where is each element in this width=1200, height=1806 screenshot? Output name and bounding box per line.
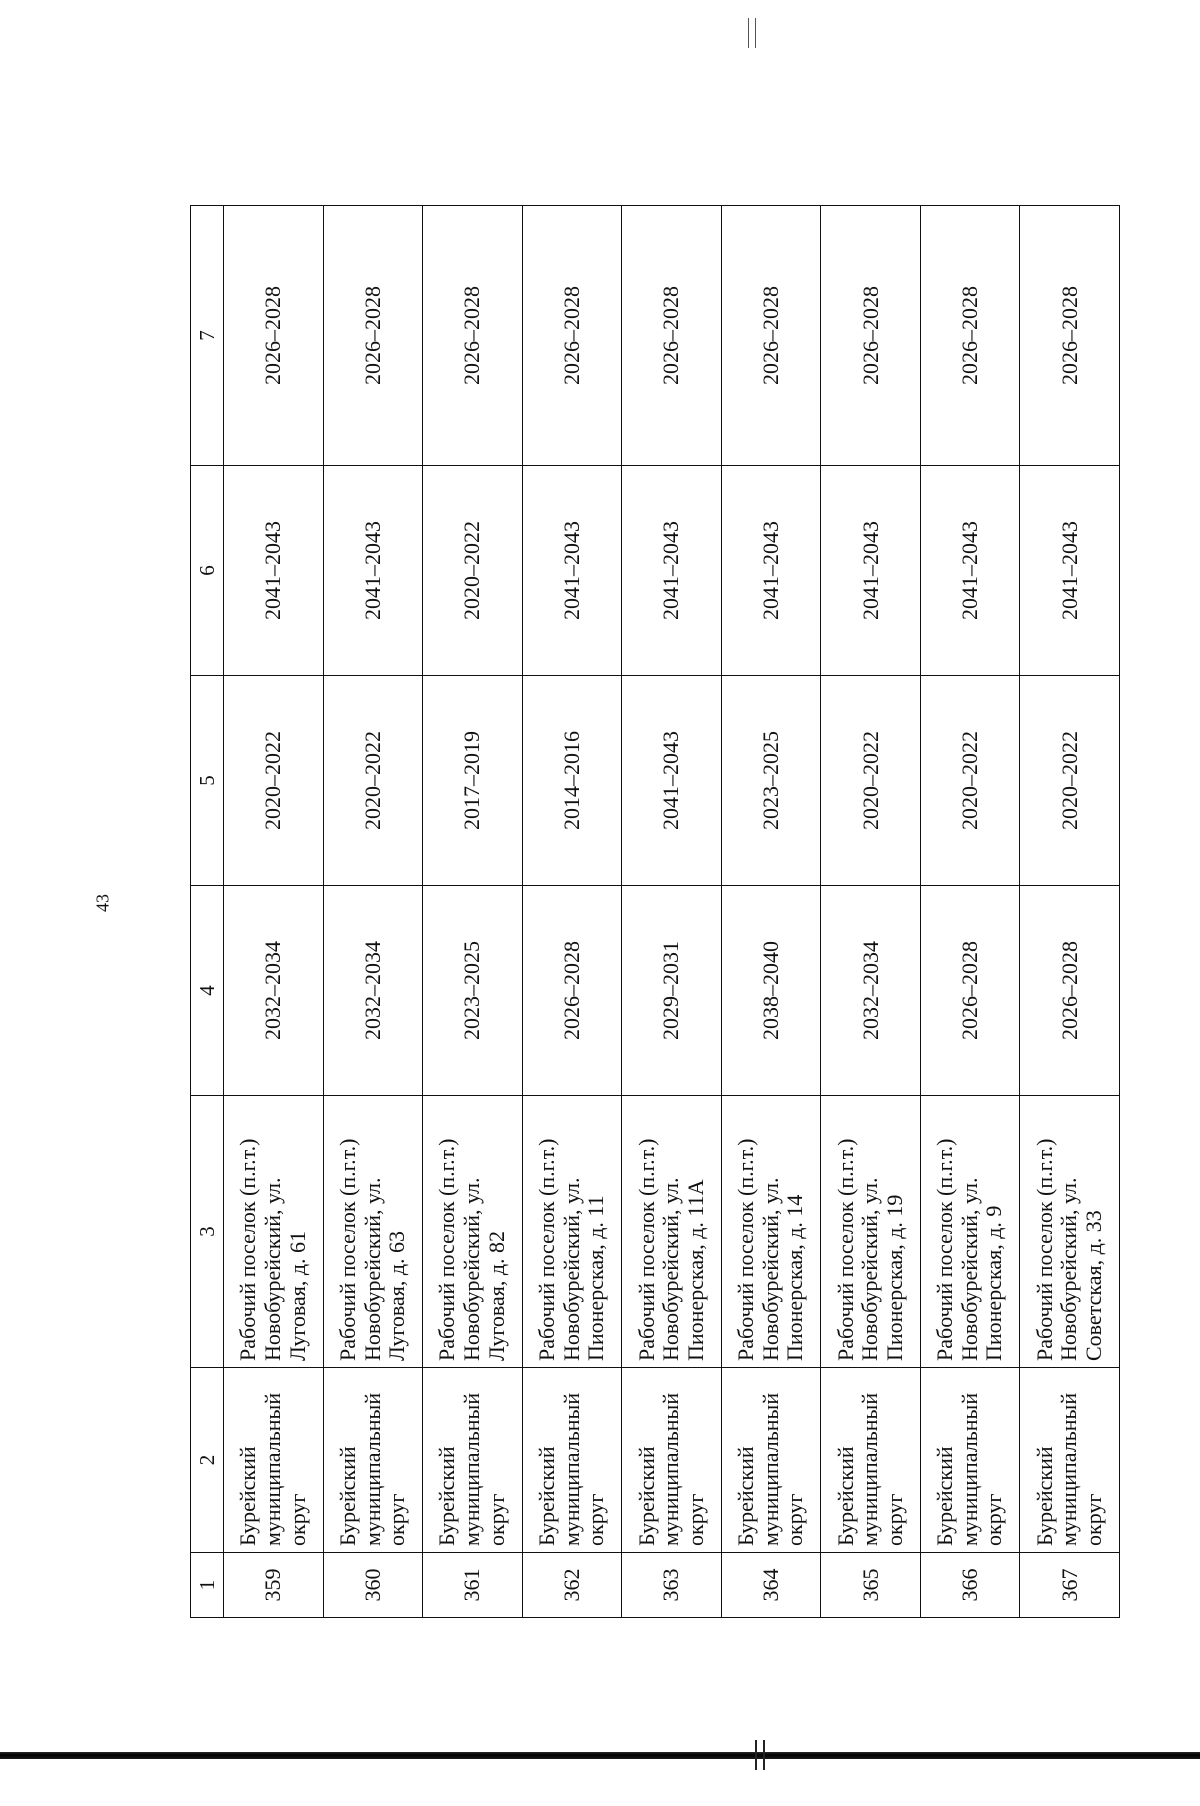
table-row <box>423 206 523 1618</box>
district-cell: Бурейский муниципальный округ <box>224 1368 324 1553</box>
address-cell: Рабочий поселок (п.г.т.) Новобурейский, ул. Луговая, д. 63 <box>323 1096 423 1368</box>
period-col5-cell: 2041–2043 <box>622 676 722 886</box>
period-col7-cell: 2026–2028 <box>622 206 722 466</box>
period-col6-cell: 2041–2043 <box>224 466 324 676</box>
row-number-cell: 366 <box>920 1553 1020 1618</box>
period-col4-cell: 2026–2028 <box>522 886 622 1096</box>
district-cell: Бурейский муниципальный округ <box>423 1368 523 1553</box>
table-body <box>224 206 1120 1618</box>
header-cell-4: 4 <box>191 886 224 1096</box>
header-cell-2: 2 <box>191 1368 224 1553</box>
row-number-cell: 360 <box>323 1553 423 1618</box>
period-col5-cell: 2020–2022 <box>323 676 423 886</box>
row-number-cell: 367 <box>1020 1553 1120 1618</box>
row-number-cell: 362 <box>522 1553 622 1618</box>
period-col4-cell: 2032–2034 <box>323 886 423 1096</box>
period-col4-cell: 2032–2034 <box>821 886 921 1096</box>
period-col7-cell: 2026–2028 <box>224 206 324 466</box>
district-cell: Бурейский муниципальный округ <box>920 1368 1020 1553</box>
table-row <box>323 206 423 1618</box>
district-cell: Бурейский муниципальный округ <box>821 1368 921 1553</box>
period-col4-cell: 2023–2025 <box>423 886 523 1096</box>
district-cell: Бурейский муниципальный округ <box>721 1368 821 1553</box>
address-cell: Рабочий поселок (п.г.т.) Новобурейский, ул. Пионерская, д. 11 <box>522 1096 622 1368</box>
page-number: 43 <box>92 894 113 912</box>
period-col6-cell: 2041–2043 <box>323 466 423 676</box>
header-row <box>191 206 224 1618</box>
period-col6-cell: 2041–2043 <box>920 466 1020 676</box>
table-row <box>622 206 722 1618</box>
period-col4-cell: 2029–2031 <box>622 886 722 1096</box>
period-col7-cell: 2026–2028 <box>522 206 622 466</box>
period-col5-cell: 2014–2016 <box>522 676 622 886</box>
period-col5-cell: 2020–2022 <box>920 676 1020 886</box>
period-col7-cell: 2026–2028 <box>721 206 821 466</box>
table-frame <box>190 206 1120 1618</box>
scan-border-line <box>0 1752 1200 1759</box>
table-row <box>1020 206 1120 1618</box>
scan-artifact-mark <box>748 18 756 48</box>
row-number-cell: 365 <box>821 1553 921 1618</box>
period-col4-cell: 2026–2028 <box>920 886 1020 1096</box>
address-cell: Рабочий поселок (п.г.т.) Новобурейский, ул. Советская, д. 33 <box>1020 1096 1120 1368</box>
period-col6-cell: 2041–2043 <box>1020 466 1120 676</box>
period-col5-cell: 2020–2022 <box>1020 676 1120 886</box>
period-col6-cell: 2041–2043 <box>721 466 821 676</box>
district-cell: Бурейский муниципальный округ <box>622 1368 722 1553</box>
address-cell: Рабочий поселок (п.г.т.) Новобурейский, ул. Луговая, д. 61 <box>224 1096 324 1368</box>
period-col5-cell: 2023–2025 <box>721 676 821 886</box>
period-col7-cell: 2026–2028 <box>920 206 1020 466</box>
period-col6-cell: 2041–2043 <box>622 466 722 676</box>
period-col6-cell: 2020–2022 <box>423 466 523 676</box>
period-col7-cell: 2026–2028 <box>323 206 423 466</box>
table-row <box>821 206 921 1618</box>
header-cell-5: 5 <box>191 676 224 886</box>
registry-table <box>190 205 1120 1618</box>
period-col4-cell: 2038–2040 <box>721 886 821 1096</box>
period-col5-cell: 2017–2019 <box>423 676 523 886</box>
row-number-cell: 359 <box>224 1553 324 1618</box>
table-rotator <box>190 206 1120 1618</box>
scan-artifact-tick <box>755 1740 765 1770</box>
period-col6-cell: 2041–2043 <box>821 466 921 676</box>
table-row <box>224 206 324 1618</box>
period-col5-cell: 2020–2022 <box>821 676 921 886</box>
address-cell: Рабочий поселок (п.г.т.) Новобурейский, ул. Пионерская, д. 9 <box>920 1096 1020 1368</box>
header-cell-3: 3 <box>191 1096 224 1368</box>
period-col6-cell: 2041–2043 <box>522 466 622 676</box>
period-col5-cell: 2020–2022 <box>224 676 324 886</box>
address-cell: Рабочий поселок (п.г.т.) Новобурейский, ул. Пионерская, д. 11А <box>622 1096 722 1368</box>
row-number-cell: 364 <box>721 1553 821 1618</box>
table-row <box>721 206 821 1618</box>
period-col7-cell: 2026–2028 <box>821 206 921 466</box>
district-cell: Бурейский муниципальный округ <box>1020 1368 1120 1553</box>
district-cell: Бурейский муниципальный округ <box>323 1368 423 1553</box>
table-row <box>522 206 622 1618</box>
row-number-cell: 363 <box>622 1553 722 1618</box>
table-row <box>920 206 1020 1618</box>
period-col7-cell: 2026–2028 <box>1020 206 1120 466</box>
period-col4-cell: 2026–2028 <box>1020 886 1120 1096</box>
period-col7-cell: 2026–2028 <box>423 206 523 466</box>
address-cell: Рабочий поселок (п.г.т.) Новобурейский, ул. Пионерская, д. 19 <box>821 1096 921 1368</box>
header-cell-1: 1 <box>191 1553 224 1618</box>
address-cell: Рабочий поселок (п.г.т.) Новобурейский, ул. Пионерская, д. 14 <box>721 1096 821 1368</box>
row-number-cell: 361 <box>423 1553 523 1618</box>
period-col4-cell: 2032–2034 <box>224 886 324 1096</box>
address-cell: Рабочий поселок (п.г.т.) Новобурейский, ул. Луговая, д. 82 <box>423 1096 523 1368</box>
header-cell-7: 7 <box>191 206 224 466</box>
district-cell: Бурейский муниципальный округ <box>522 1368 622 1553</box>
header-cell-6: 6 <box>191 466 224 676</box>
